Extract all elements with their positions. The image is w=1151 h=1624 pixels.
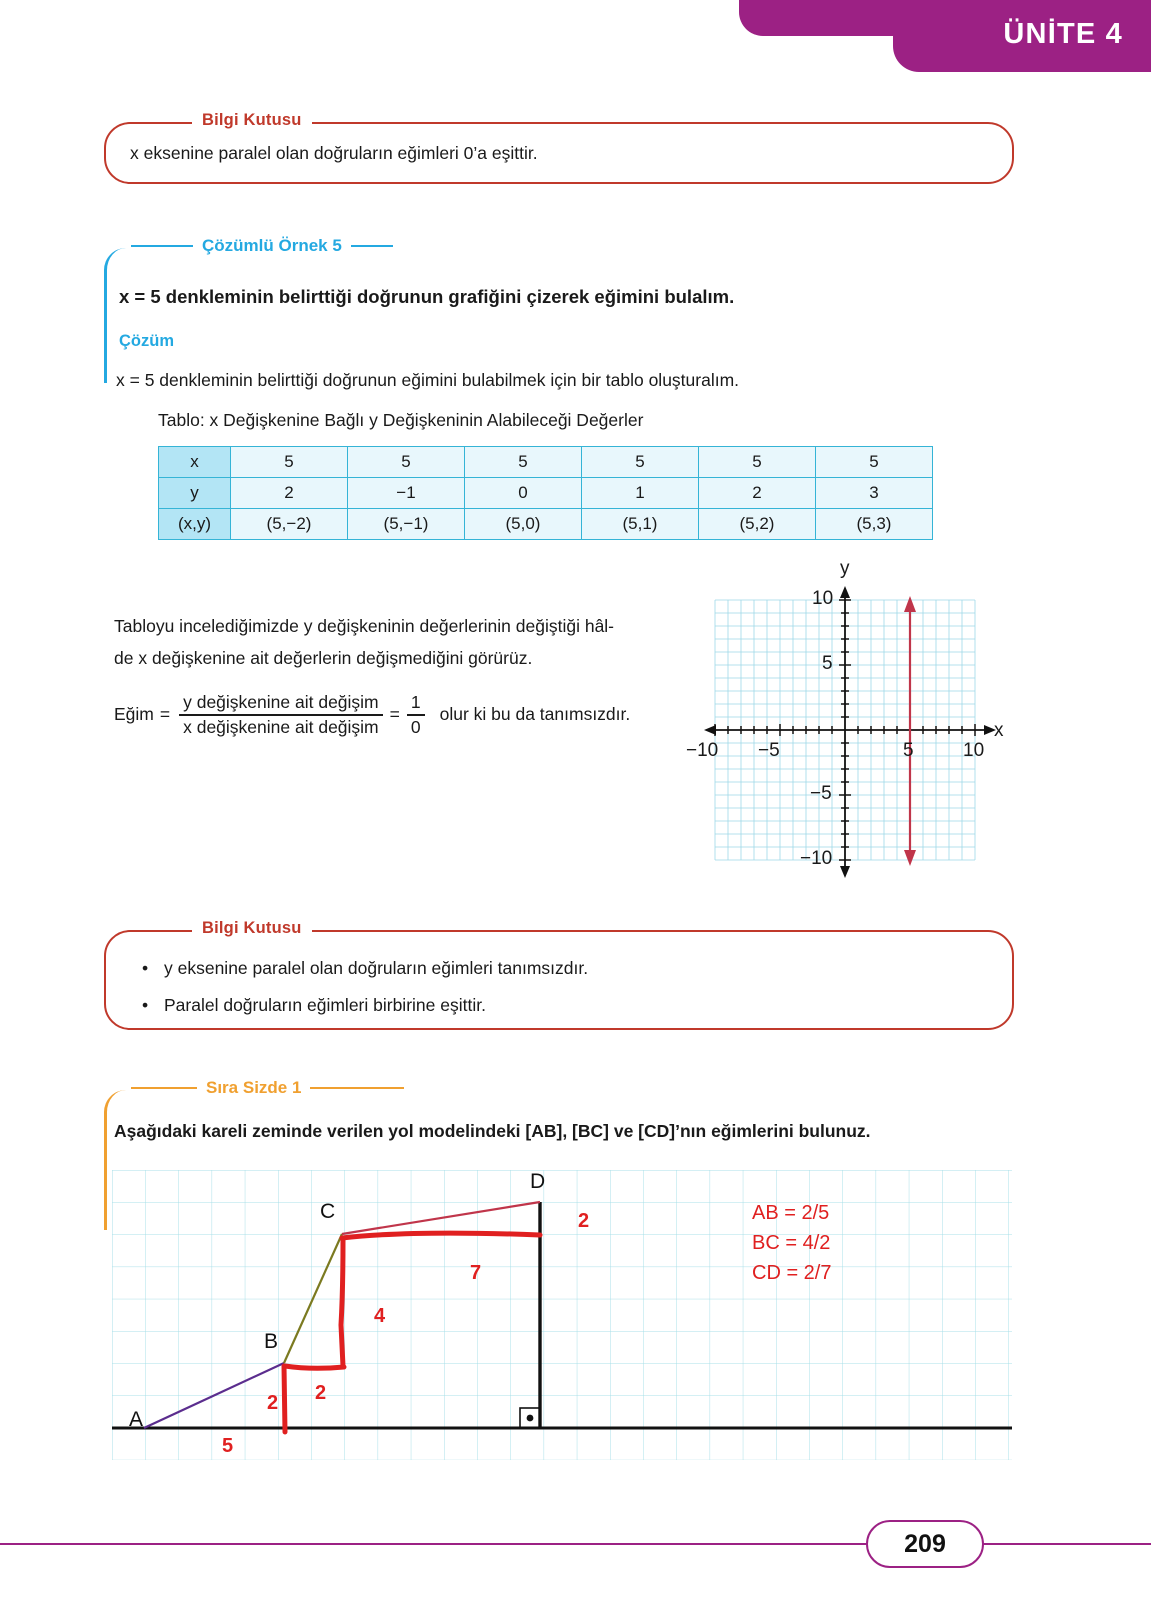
- table-row: [159, 447, 933, 478]
- measure-bc-run: [285, 1366, 344, 1368]
- road-model-svg: [112, 1170, 1012, 1460]
- y-axis-arrow-up: [840, 586, 850, 598]
- table-cell: 0: [465, 478, 582, 509]
- unit-title: ÜNİTE 4: [1003, 18, 1123, 50]
- slope-formula: [114, 692, 630, 738]
- road-model-figure: [112, 1170, 1012, 1460]
- table-cell: (5,2): [699, 509, 816, 540]
- answer-ab: AB = 2/5: [752, 1202, 830, 1224]
- right-angle-dot: [527, 1415, 534, 1422]
- page-number-badge: 209: [866, 1520, 984, 1568]
- y-axis-arrow-down: [840, 866, 850, 878]
- example-prompt: x = 5 denkleminin belirttiği doğrunun grafiğini çizerek eğimini bulalım.: [119, 286, 735, 307]
- table-row-header: (x,y): [159, 509, 231, 540]
- measure-bc-rise: [341, 1240, 343, 1366]
- x-tick-label-5: 5: [903, 740, 914, 761]
- formula-denominator: x değişkenine ait değişim: [183, 716, 379, 737]
- unit-header-banner: [0, 0, 1151, 72]
- x-tick-label-10: 10: [963, 740, 985, 761]
- table-cell: 2: [699, 478, 816, 509]
- y-tick-label-5: 5: [822, 653, 833, 674]
- info-box-bottom: [104, 919, 1014, 1030]
- table-row-header: x: [159, 447, 231, 478]
- coordinate-plane-chart: [686, 558, 1010, 890]
- bullet-icon: •: [142, 958, 149, 978]
- measure-ab-rise: [284, 1366, 285, 1432]
- y-tick-label-neg5: −5: [810, 783, 832, 804]
- values-table: [158, 446, 933, 540]
- list-item-label: y eksenine paralel olan doğruların eğimleri tanımsızdır.: [164, 958, 589, 978]
- table-cell: 5: [582, 447, 699, 478]
- table-cell: −1: [348, 478, 465, 509]
- example-solution-label: Çözüm: [119, 332, 174, 350]
- table-row: [159, 478, 933, 509]
- example-solution-text: x = 5 denkleminin belirttiği doğrunun eğimini bulabilmek için bir tablo oluşturalım.: [116, 370, 740, 390]
- measure-label-ab-run: 5: [222, 1435, 234, 1457]
- legend-rule-right: [351, 245, 393, 247]
- measure-label-bc-rise: 4: [374, 1305, 386, 1327]
- info-box-top: [104, 111, 1014, 184]
- y-tick-label-neg10: −10: [800, 848, 833, 869]
- point-label-b: B: [264, 1330, 279, 1353]
- practice-legend: Sıra Sizde 1: [206, 1078, 302, 1097]
- observation-line-2: de x değişkenine ait değerlerin değişmediğini görürüz.: [114, 648, 533, 668]
- table-cell: 5: [231, 447, 348, 478]
- answer-cd: CD = 2/7: [752, 1262, 832, 1284]
- legend-rule-left: [131, 1087, 197, 1089]
- y-tick-label-10: 10: [812, 588, 834, 609]
- table-cell: (5,−2): [231, 509, 348, 540]
- solved-example-block: [104, 236, 1019, 383]
- answer-bc: BC = 4/2: [752, 1232, 831, 1254]
- table-cell: 5: [348, 447, 465, 478]
- table-row-header: y: [159, 478, 231, 509]
- table-caption: Tablo: x Değişkenine Bağlı y Değişkeninin Alabileceği Değerler: [158, 410, 644, 430]
- x-axis-arrow-left: [704, 725, 716, 735]
- info-box-top-text: x eksenine paralel olan doğruların eğimleri 0’a eşittir.: [130, 143, 538, 163]
- info-box-top-legend: Bilgi Kutusu: [192, 111, 312, 130]
- point-label-d: D: [530, 1170, 546, 1193]
- table-cell: (5,3): [816, 509, 933, 540]
- legend-rule-right: [310, 1087, 404, 1089]
- y-axis-label: y: [840, 558, 850, 579]
- x-axis-label: x: [994, 720, 1004, 741]
- formula-lhs: Eğim: [114, 704, 154, 725]
- table-cell: 5: [816, 447, 933, 478]
- measure-label-cd-run: 7: [470, 1262, 482, 1284]
- solved-example-legend-wrap: [131, 236, 393, 256]
- formula-main-fraction: [179, 692, 383, 738]
- info-box-bottom-body: [106, 932, 1012, 1045]
- info-box-bottom-legend: Bilgi Kutusu: [192, 919, 312, 938]
- formula-result-numerator: 1: [410, 692, 421, 712]
- table-cell: 2: [231, 478, 348, 509]
- table-cell: 5: [465, 447, 582, 478]
- practice-legend-wrap: [131, 1078, 404, 1098]
- legend-rule-left: [131, 245, 193, 247]
- coordinate-plane-svg: [700, 560, 1010, 890]
- bullet-icon: •: [142, 995, 149, 1016]
- table-cell: 5: [699, 447, 816, 478]
- observation-line-1: Tabloyu incelediğimizde y değişkeninin değerlerinin değiştiği hâl-: [114, 616, 615, 636]
- measure-label-bc-run: 2: [315, 1382, 327, 1404]
- list-item-label: Paralel doğruların eğimleri birbirine eşittir.: [164, 995, 486, 1016]
- table-cell: (5,−1): [348, 509, 465, 540]
- grid-background: [112, 1170, 1012, 1460]
- measure-label-cd-rise: 2: [578, 1210, 590, 1232]
- solved-example-legend: Çözümlü Örnek 5: [202, 236, 342, 255]
- table-cell: 1: [582, 478, 699, 509]
- formula-numerator: y değişkenine ait değişim: [183, 692, 379, 712]
- point-label-a: A: [129, 1408, 144, 1431]
- point-label-c: C: [320, 1200, 336, 1223]
- table-cell: (5,0): [465, 509, 582, 540]
- formula-result-fraction: [407, 692, 425, 738]
- formula-result-denominator: 0: [410, 716, 421, 737]
- list-item: [142, 955, 988, 982]
- practice-prompt: Aşağıdaki kareli zeminde verilen yol modelindeki [AB], [BC] ve [CD]’nın eğimlerini bulunuz.: [114, 1121, 871, 1141]
- x-tick-label-neg10: −10: [686, 740, 719, 761]
- formula-tail-text: olur ki bu da tanımsızdır.: [439, 704, 631, 725]
- series-x-equals-5: [904, 596, 916, 866]
- table-row: [159, 509, 933, 540]
- list-item: [142, 992, 988, 1019]
- formula-equals-1: =: [159, 704, 171, 725]
- table-cell: 3: [816, 478, 933, 509]
- formula-equals-2: =: [389, 704, 400, 725]
- measure-label-ab-rise: 2: [267, 1392, 279, 1414]
- table-cell: (5,1): [582, 509, 699, 540]
- x-tick-label-neg5: −5: [758, 740, 780, 761]
